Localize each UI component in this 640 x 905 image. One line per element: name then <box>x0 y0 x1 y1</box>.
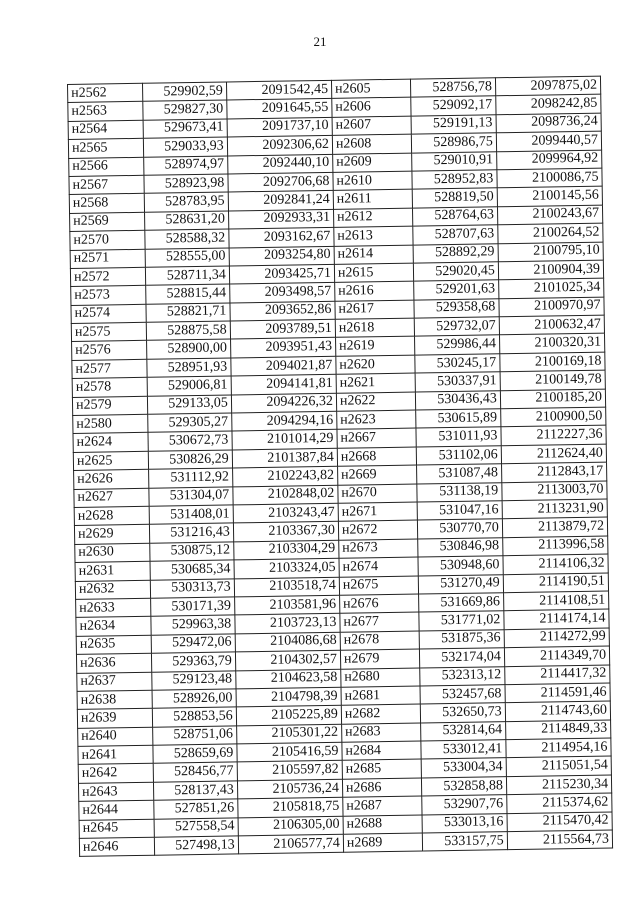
x-coordinate: 531047,16 <box>417 501 502 521</box>
y-coordinate: 2115470,42 <box>507 812 612 832</box>
y-coordinate: 2112624,40 <box>501 444 606 464</box>
point-name: н2644 <box>79 800 155 820</box>
x-coordinate: 530875,12 <box>150 542 234 562</box>
x-coordinate: 532457,68 <box>420 685 505 705</box>
point-name: н2622 <box>336 392 416 412</box>
y-coordinate: 2093162,67 <box>229 227 334 247</box>
y-coordinate: 2100264,52 <box>498 223 603 243</box>
point-name: н2642 <box>78 764 154 784</box>
y-coordinate: 2115230,34 <box>506 775 611 795</box>
y-coordinate: 2113996,58 <box>502 536 607 556</box>
point-name: н2621 <box>336 373 416 393</box>
point-name: н2639 <box>77 709 153 729</box>
y-coordinate: 2099440,57 <box>496 131 601 151</box>
page-number: 21 <box>313 34 327 49</box>
x-coordinate: 527558,54 <box>154 818 238 838</box>
x-coordinate: 531304,07 <box>149 487 233 507</box>
point-name: н2564 <box>68 120 144 140</box>
x-coordinate: 529006,81 <box>147 376 231 396</box>
point-name: н2611 <box>333 189 413 209</box>
point-name: н2632 <box>75 580 151 600</box>
y-coordinate: 2100145,56 <box>497 186 602 206</box>
y-coordinate: 2114743,60 <box>505 701 610 721</box>
y-coordinate: 2093951,43 <box>230 338 335 358</box>
x-coordinate: 527498,13 <box>155 836 239 856</box>
y-coordinate: 2100243,67 <box>497 205 602 225</box>
y-coordinate: 2104798,39 <box>236 687 341 707</box>
y-coordinate: 2092841,24 <box>228 191 333 211</box>
y-coordinate: 2103723,13 <box>235 614 340 634</box>
point-name: н2571 <box>70 249 146 269</box>
x-coordinate: 531875,36 <box>419 629 504 649</box>
point-name: н2633 <box>76 598 152 618</box>
x-coordinate: 528821,71 <box>146 303 230 323</box>
x-coordinate: 529123,48 <box>152 670 236 690</box>
point-name: н2568 <box>69 194 145 214</box>
point-name: н2675 <box>339 576 419 596</box>
y-coordinate: 2102243,82 <box>232 467 337 487</box>
point-name: н2630 <box>75 543 151 563</box>
y-coordinate: 2114849,33 <box>505 720 610 740</box>
point-name: н2685 <box>342 759 422 779</box>
point-name: н2605 <box>331 79 411 99</box>
x-coordinate: 532814,64 <box>421 721 506 741</box>
point-name: н2635 <box>76 635 152 655</box>
x-coordinate: 530826,29 <box>149 450 233 470</box>
x-coordinate: 528952,83 <box>412 170 497 190</box>
x-coordinate: 531408,01 <box>149 505 233 525</box>
y-coordinate: 2094294,16 <box>231 411 336 431</box>
x-coordinate: 532174,04 <box>420 648 505 668</box>
point-name: н2640 <box>78 727 154 747</box>
point-name: н2573 <box>71 286 147 306</box>
x-coordinate: 529472,06 <box>151 634 235 654</box>
y-coordinate: 2114106,32 <box>503 554 608 574</box>
y-coordinate: 2100185,20 <box>500 389 605 409</box>
x-coordinate: 533013,16 <box>422 813 507 833</box>
point-name: н2628 <box>74 506 150 526</box>
x-coordinate: 528819,50 <box>412 188 497 208</box>
point-name: н2608 <box>332 134 412 154</box>
y-coordinate: 2113879,72 <box>502 517 607 537</box>
point-name: н2563 <box>68 102 144 122</box>
point-name: н2565 <box>68 138 144 158</box>
y-coordinate: 2098242,85 <box>496 95 601 115</box>
point-name: н2609 <box>333 153 413 173</box>
x-coordinate: 531102,06 <box>417 446 502 466</box>
point-name: н2643 <box>78 782 154 802</box>
point-name: н2623 <box>337 410 417 430</box>
x-coordinate: 530770,70 <box>418 519 503 539</box>
y-coordinate: 2100904,39 <box>498 260 603 280</box>
point-name: н2610 <box>333 171 413 191</box>
y-coordinate: 2102848,02 <box>233 485 338 505</box>
x-coordinate: 532858,88 <box>422 777 507 797</box>
point-name: н2631 <box>75 561 151 581</box>
y-coordinate: 2094226,32 <box>231 393 336 413</box>
x-coordinate: 529092,17 <box>411 96 496 116</box>
x-coordinate: 531138,19 <box>417 482 502 502</box>
y-coordinate: 2103518,74 <box>234 577 339 597</box>
x-coordinate: 530685,34 <box>150 560 234 580</box>
x-coordinate: 529020,45 <box>414 262 499 282</box>
x-coordinate: 528707,63 <box>413 225 498 245</box>
x-coordinate: 532313,12 <box>420 666 505 686</box>
x-coordinate: 528900,00 <box>147 339 231 359</box>
x-coordinate: 529133,05 <box>148 395 232 415</box>
y-coordinate: 2105736,24 <box>237 779 342 799</box>
point-name: н2617 <box>335 300 415 320</box>
y-coordinate: 2115374,62 <box>507 793 612 813</box>
x-coordinate: 531011,93 <box>416 427 501 447</box>
point-name: н2689 <box>343 833 423 853</box>
y-coordinate: 2113003,70 <box>502 481 607 501</box>
x-coordinate: 528456,77 <box>153 762 237 782</box>
x-coordinate: 529201,63 <box>414 280 499 300</box>
y-coordinate: 2112843,17 <box>501 462 606 482</box>
y-coordinate: 2114417,32 <box>505 665 610 685</box>
y-coordinate: 2091542,45 <box>226 80 331 100</box>
y-coordinate: 2100900,50 <box>500 407 605 427</box>
x-coordinate: 530672,73 <box>148 431 232 451</box>
point-name: н2576 <box>72 341 148 361</box>
y-coordinate: 2093652,86 <box>230 301 335 321</box>
y-coordinate: 2113231,90 <box>502 499 607 519</box>
point-name: н2670 <box>338 484 418 504</box>
point-name: н2684 <box>342 741 422 761</box>
y-coordinate: 2103581,96 <box>234 595 339 615</box>
point-name: н2686 <box>342 778 422 798</box>
y-coordinate: 2097875,02 <box>495 76 600 96</box>
point-name: н2607 <box>332 116 412 136</box>
x-coordinate: 531087,48 <box>417 464 502 484</box>
x-coordinate: 529673,41 <box>143 119 227 139</box>
y-coordinate: 2115051,54 <box>506 756 611 776</box>
y-coordinate: 2105301,22 <box>236 724 341 744</box>
point-name: н2627 <box>74 488 150 508</box>
x-coordinate: 531771,02 <box>419 611 504 631</box>
y-coordinate: 2100086,75 <box>497 168 602 188</box>
x-coordinate: 533012,41 <box>421 740 506 760</box>
point-name: н2615 <box>334 263 414 283</box>
y-coordinate: 2100970,97 <box>499 297 604 317</box>
y-coordinate: 2103324,05 <box>234 558 339 578</box>
y-coordinate: 2093254,80 <box>229 246 334 266</box>
y-coordinate: 2105818,75 <box>238 797 343 817</box>
y-coordinate: 2092440,10 <box>227 154 332 174</box>
y-coordinate: 2100149,78 <box>500 370 605 390</box>
point-name: н2575 <box>71 322 147 342</box>
point-name: н2641 <box>78 745 154 765</box>
x-coordinate: 528986,75 <box>412 133 497 153</box>
y-coordinate: 2105225,89 <box>236 706 341 726</box>
x-coordinate: 533004,34 <box>421 758 506 778</box>
y-coordinate: 2091737,10 <box>227 117 332 137</box>
x-coordinate: 528815,44 <box>146 284 230 304</box>
point-name: н2624 <box>73 433 149 453</box>
x-coordinate: 532650,73 <box>421 703 506 723</box>
x-coordinate: 528711,34 <box>146 266 230 286</box>
x-coordinate: 529827,30 <box>143 100 227 120</box>
x-coordinate: 528756,78 <box>411 78 496 98</box>
y-coordinate: 2105416,59 <box>237 742 342 762</box>
y-coordinate: 2100632,47 <box>499 315 604 335</box>
point-name: н2676 <box>339 594 419 614</box>
point-name: н2682 <box>341 704 421 724</box>
point-name: н2620 <box>336 355 416 375</box>
point-name: н2678 <box>340 631 420 651</box>
x-coordinate: 528555,00 <box>145 247 229 267</box>
point-name: н2578 <box>72 378 148 398</box>
y-coordinate: 2104302,57 <box>235 650 340 670</box>
x-coordinate: 531270,49 <box>419 574 504 594</box>
y-coordinate: 2101014,29 <box>232 430 337 450</box>
x-coordinate: 530337,91 <box>415 372 500 392</box>
coordinates-table <box>67 76 613 858</box>
point-name: н2645 <box>79 819 155 839</box>
x-coordinate: 530948,60 <box>418 556 503 576</box>
y-coordinate: 2114174,14 <box>504 609 609 629</box>
point-name: н2688 <box>343 815 423 835</box>
y-coordinate: 2114108,51 <box>503 591 608 611</box>
point-name: н2681 <box>341 686 421 706</box>
point-name: н2636 <box>76 653 152 673</box>
y-coordinate: 2101387,84 <box>232 448 337 468</box>
x-coordinate: 531669,86 <box>419 593 504 613</box>
point-name: н2566 <box>69 157 145 177</box>
x-coordinate: 528875,58 <box>147 321 231 341</box>
x-coordinate: 530846,98 <box>418 537 503 557</box>
point-name: н2671 <box>338 502 418 522</box>
point-name: н2606 <box>332 97 412 117</box>
point-name: н2637 <box>77 672 153 692</box>
y-coordinate: 2114349,70 <box>504 646 609 666</box>
point-name: н2618 <box>335 318 415 338</box>
point-name: н2669 <box>337 465 417 485</box>
point-name: н2667 <box>337 428 417 448</box>
y-coordinate: 2114954,16 <box>506 738 611 758</box>
x-coordinate: 529191,13 <box>411 115 496 135</box>
x-coordinate: 532907,76 <box>422 795 507 815</box>
y-coordinate: 2103367,30 <box>233 522 338 542</box>
x-coordinate: 529963,38 <box>151 615 235 635</box>
x-coordinate: 528631,20 <box>145 211 229 231</box>
y-coordinate: 2114272,99 <box>504 628 609 648</box>
point-name: н2570 <box>70 230 146 250</box>
y-coordinate: 2101025,34 <box>498 278 603 298</box>
x-coordinate: 531112,92 <box>149 468 233 488</box>
point-name: н2638 <box>77 690 153 710</box>
x-coordinate: 528764,63 <box>413 206 498 226</box>
point-name: н2674 <box>339 557 419 577</box>
y-coordinate: 2104086,68 <box>235 632 340 652</box>
y-coordinate: 2103304,29 <box>233 540 338 560</box>
x-coordinate: 533157,75 <box>423 832 508 852</box>
x-coordinate: 528783,95 <box>144 192 228 212</box>
y-coordinate: 2098736,24 <box>496 113 601 133</box>
x-coordinate: 528659,69 <box>153 744 237 764</box>
x-coordinate: 530436,43 <box>416 390 501 410</box>
y-coordinate: 2112227,36 <box>501 425 606 445</box>
x-coordinate: 530171,39 <box>151 597 235 617</box>
point-name: н2613 <box>334 226 414 246</box>
point-name: н2672 <box>338 520 418 540</box>
point-name: н2577 <box>72 359 148 379</box>
y-coordinate: 2104623,58 <box>235 669 340 689</box>
x-coordinate: 528923,98 <box>144 174 228 194</box>
x-coordinate: 527851,26 <box>154 799 238 819</box>
x-coordinate: 529902,59 <box>143 82 227 102</box>
y-coordinate: 2094141,81 <box>231 375 336 395</box>
x-coordinate: 528853,56 <box>153 707 237 727</box>
x-coordinate: 529033,93 <box>144 137 228 157</box>
point-name: н2574 <box>71 304 147 324</box>
point-name: н2673 <box>339 539 419 559</box>
x-coordinate: 530245,17 <box>415 354 500 374</box>
point-name: н2687 <box>343 796 423 816</box>
y-coordinate: 2099964,92 <box>496 150 601 170</box>
point-name: н2625 <box>73 451 149 471</box>
y-coordinate: 2093789,51 <box>230 319 335 339</box>
point-name: н2677 <box>340 612 420 632</box>
y-coordinate: 2092706,68 <box>228 172 333 192</box>
x-coordinate: 531216,43 <box>150 523 234 543</box>
x-coordinate: 528588,32 <box>145 229 229 249</box>
x-coordinate: 529732,07 <box>415 317 500 337</box>
y-coordinate: 2103243,47 <box>233 503 338 523</box>
x-coordinate: 529363,79 <box>152 652 236 672</box>
y-coordinate: 2093425,71 <box>229 264 334 284</box>
point-name: н2679 <box>340 649 420 669</box>
x-coordinate: 529010,91 <box>412 151 497 171</box>
y-coordinate: 2114591,46 <box>505 683 610 703</box>
x-coordinate: 530615,89 <box>416 409 501 429</box>
y-coordinate: 2091645,55 <box>227 99 332 119</box>
point-name: н2634 <box>76 617 152 637</box>
point-name: н2567 <box>69 175 145 195</box>
y-coordinate: 2100169,18 <box>500 352 605 372</box>
point-name: н2612 <box>333 208 413 228</box>
point-name: н2614 <box>334 245 414 265</box>
point-name: н2580 <box>73 414 149 434</box>
x-coordinate: 528892,29 <box>413 243 498 263</box>
x-coordinate: 528974,97 <box>144 156 228 176</box>
y-coordinate: 2094021,87 <box>231 356 336 376</box>
y-coordinate: 2114190,51 <box>503 573 608 593</box>
x-coordinate: 529358,68 <box>414 298 499 318</box>
point-name: н2569 <box>70 212 146 232</box>
x-coordinate: 529305,27 <box>148 413 232 433</box>
x-coordinate: 528926,00 <box>152 689 236 709</box>
y-coordinate: 2092306,62 <box>227 136 332 156</box>
x-coordinate: 530313,73 <box>151 578 235 598</box>
point-name: н2683 <box>341 723 421 743</box>
y-coordinate: 2106577,74 <box>238 834 343 854</box>
y-coordinate: 2100320,31 <box>499 334 604 354</box>
point-name: н2619 <box>335 337 415 357</box>
y-coordinate: 2092933,31 <box>228 209 333 229</box>
x-coordinate: 528751,06 <box>153 726 237 746</box>
point-name: н2616 <box>335 281 415 301</box>
x-coordinate: 528137,43 <box>154 781 238 801</box>
y-coordinate: 2093498,57 <box>229 283 334 303</box>
point-name: н2646 <box>79 837 155 857</box>
point-name: н2626 <box>74 469 150 489</box>
point-name: н2572 <box>70 267 146 287</box>
y-coordinate: 2105597,82 <box>237 761 342 781</box>
point-name: н2668 <box>337 447 417 467</box>
point-name: н2579 <box>72 396 148 416</box>
y-coordinate: 2106305,00 <box>238 816 343 836</box>
y-coordinate: 2100795,10 <box>498 242 603 262</box>
point-name: н2629 <box>74 525 150 545</box>
y-coordinate: 2115564,73 <box>507 830 612 850</box>
x-coordinate: 529986,44 <box>415 335 500 355</box>
point-name: н2680 <box>341 668 421 688</box>
x-coordinate: 528951,93 <box>147 358 231 378</box>
point-name: н2562 <box>68 83 144 103</box>
